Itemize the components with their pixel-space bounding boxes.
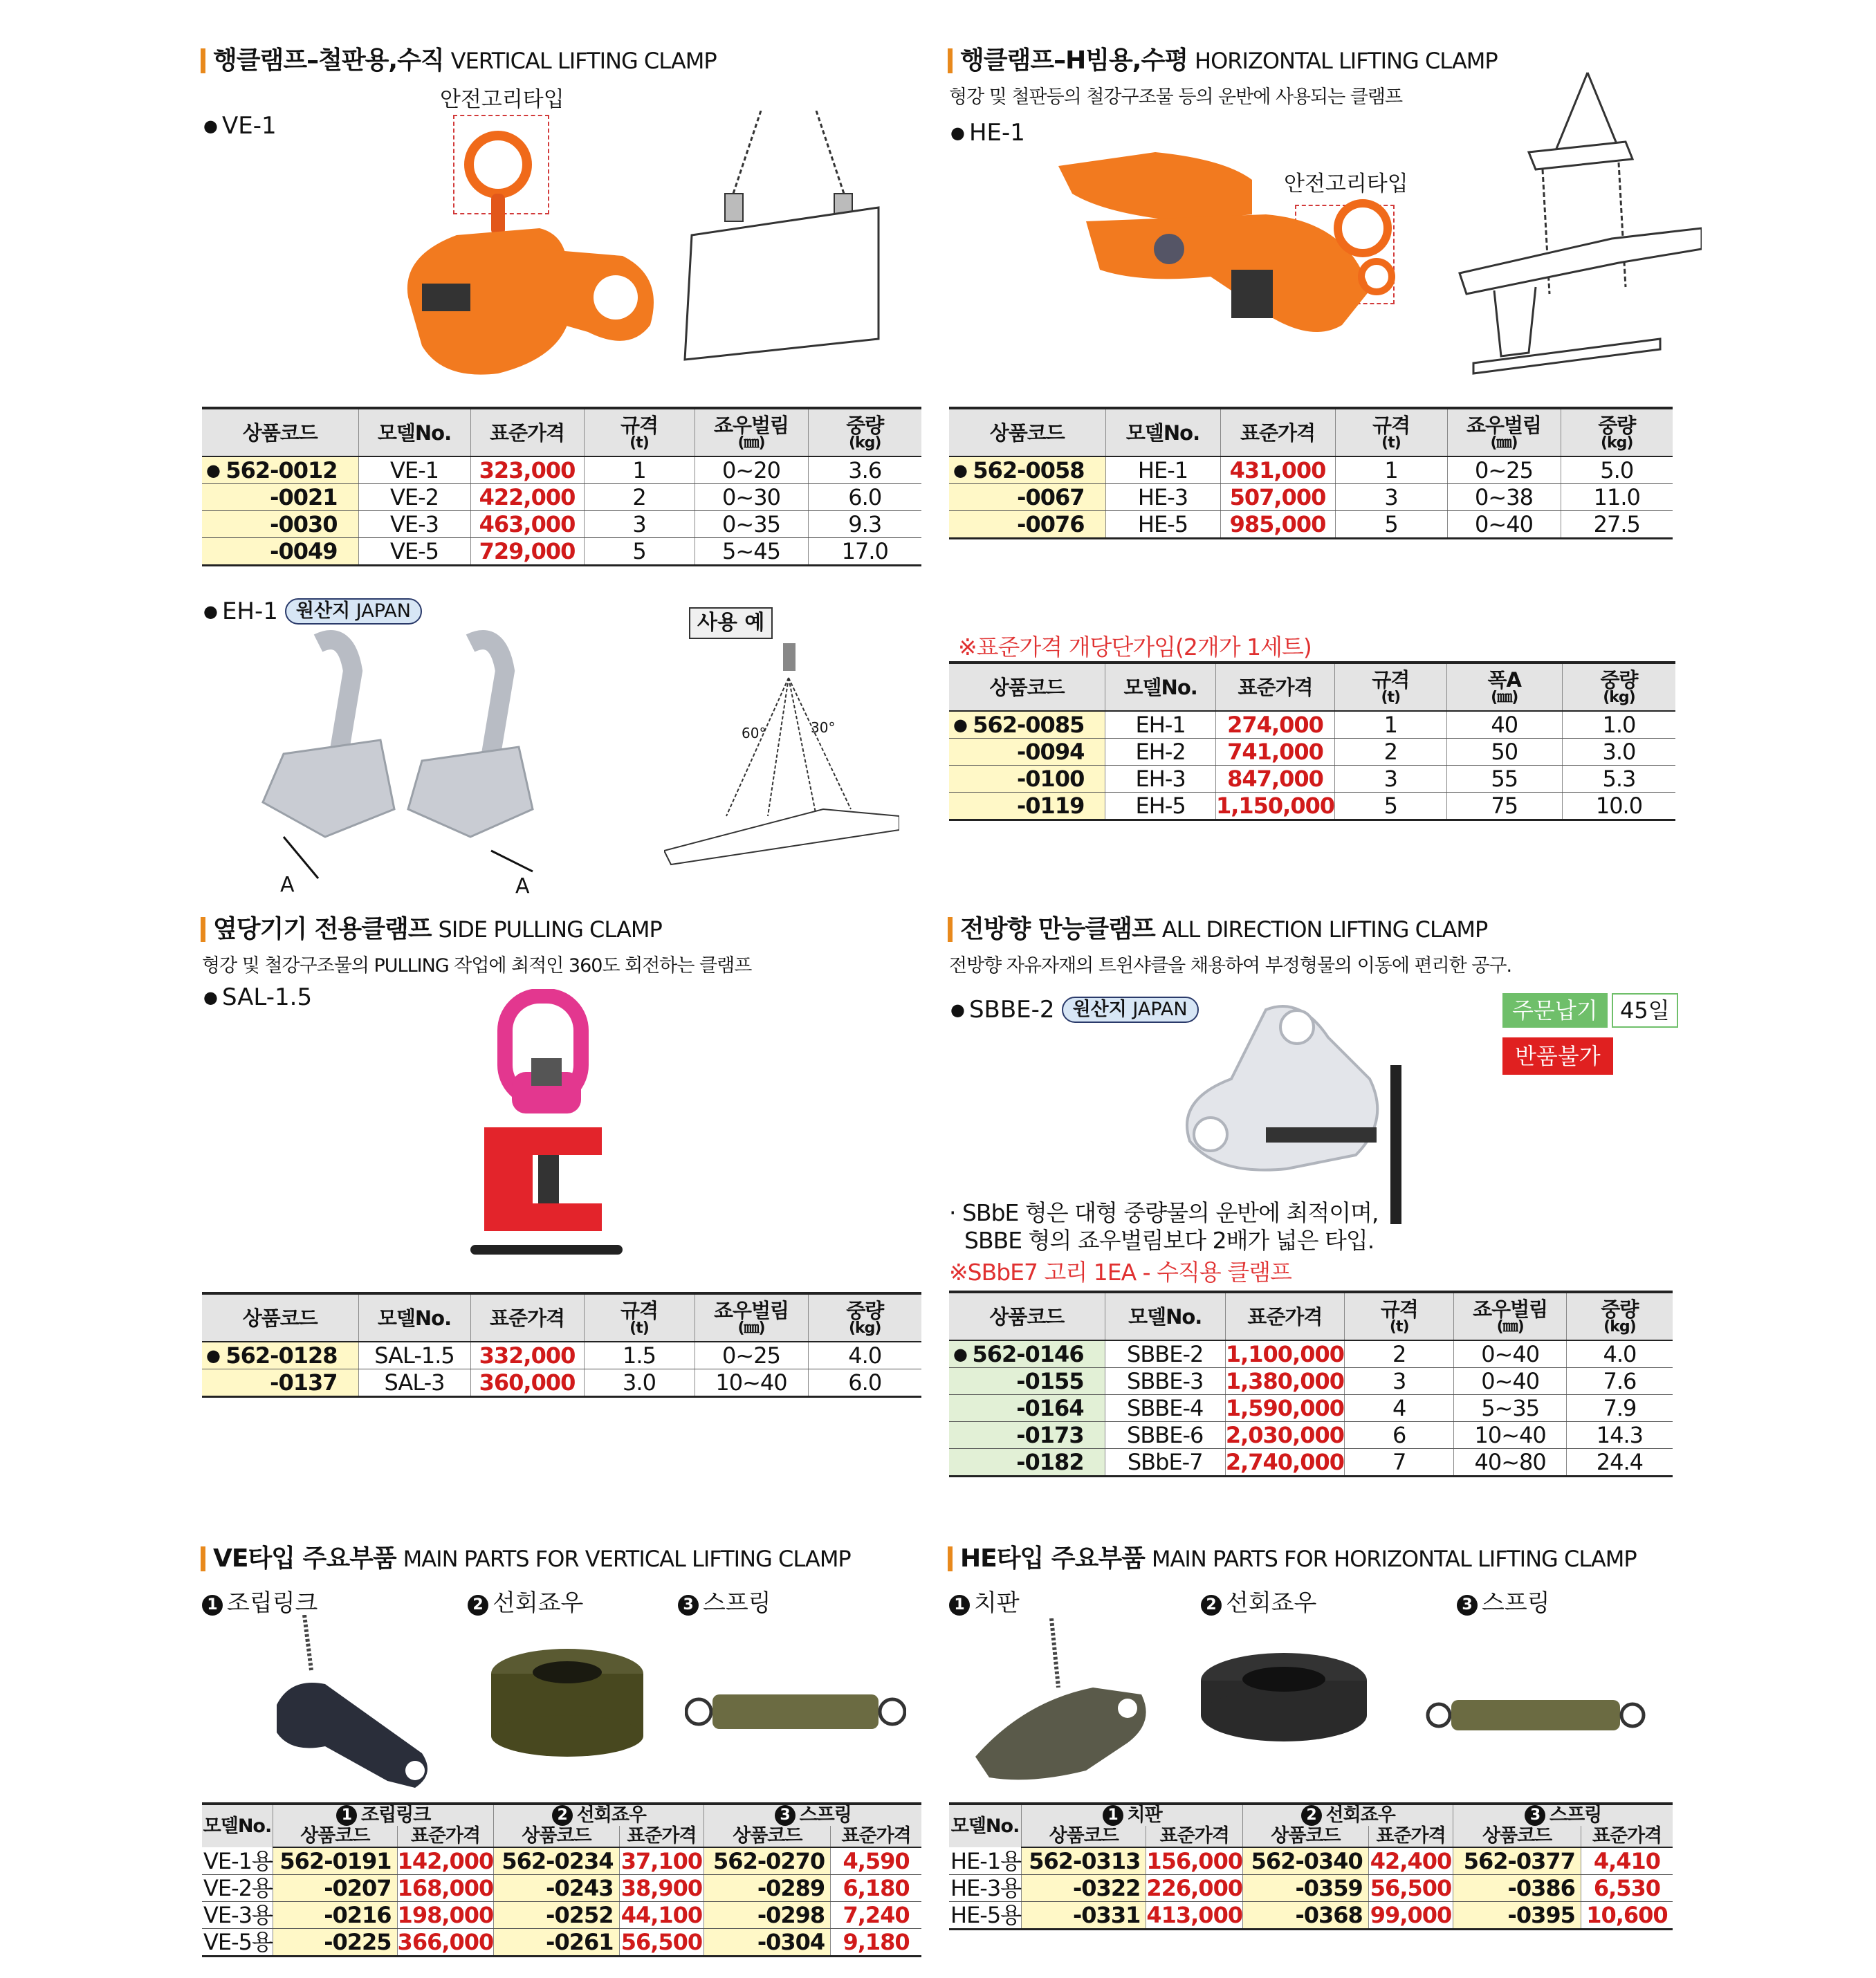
sal-section-title: 옆당기기 전용클램프 SIDE PULLING CLAMP [201,914,662,945]
eh-price-note: ※표준가격 개당단가임(2개가 1세트) [958,634,1312,660]
sal-model-label: ● SAL-1.5 [203,983,312,1011]
col-spec: 규격 (t) [1335,663,1446,711]
col-price: 표준가격 [1225,1292,1344,1340]
ve-part-link-image [249,1615,443,1795]
col-weight: 중량 (kg) [808,1293,921,1342]
table-row: -0076 HE-5 985,000 5 0~40 27.5 [949,511,1673,539]
sbbe-desc: 전방향 자유자재의 트윈샤클을 채용하여 부정형물의 이동에 편리한 공구. [949,955,1512,977]
table-row: HE-1용 562-0313 156,000 562-0340 42,400 562-0377 4,410 [949,1847,1673,1875]
ve-part-label-2: 2 선회죠우 [468,1584,583,1618]
he-parts-table: 모델No. 1 치판 2 선회죠우 3 스프링 상품코드 표준가격 상품코드 표준가격 상품코드 표준가격 HE-1용 562-0313 156,000 562-0340 42,400 562-0377 4,410 HE-3용 -0322 226,000 -0359 56,500 -0386 6,530 HE-5용 -0331 413,000 -0368 99,000 -0395 10,600 [949,1802,1673,1930]
col-part-2: 2 선회죠우 [1243,1804,1453,1826]
sbbe-bullet-1: · SBbE 형은 대형 중량물의 운반에 최적이며, [949,1199,1379,1226]
col-code: 상품코드 [202,1293,358,1342]
col-jaw: 죠우벌림 (㎜) [1454,1292,1566,1340]
col-weight: 중량 (kg) [808,408,921,456]
sbbe-origin-badge: 원산지 JAPAN [1062,997,1199,1023]
col-weight: 중량 (kg) [1566,1292,1673,1340]
he-part-jaw-image [1194,1646,1374,1750]
eh-angle-60: 60° [742,725,766,741]
col-price: 표준가격 [1220,408,1335,456]
table-row: HE-5용 -0331 413,000 -0368 99,000 -0395 10,600 [949,1902,1673,1930]
col-model: 모델No. [1105,408,1220,456]
ve-clamp-image [360,118,671,394]
table-row: ● 562-0146 SBBE-2 1,100,000 2 0~40 4.0 [949,1340,1673,1368]
col-model: 모델No. [1105,1292,1225,1340]
col-code: 상품코드 [202,408,358,456]
sbbe-model-label: ● SBBE-2 원산지 JAPAN [950,996,1199,1024]
ve-part-jaw-image [484,1646,650,1757]
eh-clamp-image [242,629,560,899]
col-spec: 규격 (t) [584,1293,695,1342]
he-part-spring-image [1425,1688,1646,1743]
col-model: 모델No. [949,1804,1022,1847]
table-row: -0155 SBBE-3 1,380,000 3 0~40 7.6 [949,1368,1673,1395]
col-part-1: 1 치판 [1022,1804,1243,1826]
table-row: HE-3용 -0322 226,000 -0359 56,500 -0386 6,530 [949,1875,1673,1902]
col-code: 상품코드 [949,1292,1105,1340]
ve-parts-title: VE타입 주요부품 MAIN PARTS FOR VERTICAL LIFTING CLAMP [201,1544,851,1574]
sbbe-note: ※SBbE7 고리 1EA - 수직용 클램프 [949,1259,1291,1286]
he-part-plate-image [968,1618,1162,1798]
sal-desc: 형강 및 철강구조물의 PULLING 작업에 최적인 360도 회전하는 클램프 [202,955,752,977]
col-spec: 규격 (t) [1335,408,1447,456]
col-code: 상품코드 [949,408,1105,456]
sbbe-clamp-image [1162,996,1425,1231]
eh-angle-30: 30° [811,719,836,736]
col-model: 모델No. [202,1804,273,1847]
col-weight: 중량 (kg) [1561,408,1673,456]
he-part-label-2: 2 선회죠우 [1201,1584,1316,1618]
col-code: 상품코드 [949,663,1105,711]
col-spec: 규격 (t) [584,408,695,456]
eh-dim-a-right: A [515,874,530,898]
col-price: 표준가격 [470,408,584,456]
table-row: -0067 HE-3 507,000 3 0~38 11.0 [949,484,1673,511]
ve-title-en: VERTICAL LIFTING CLAMP [450,48,717,74]
table-row: -0030 VE-3 463,000 3 0~35 9.3 [202,511,921,538]
col-jaw: 죠우벌림 (㎜) [695,1293,808,1342]
table-row: -0021 VE-2 422,000 2 0~30 6.0 [202,484,921,511]
sbbe-bullet-2: SBBE 형의 죠우벌림보다 2배가 넓은 타입. [964,1227,1374,1254]
col-width: 폭A (㎜) [1446,663,1562,711]
table-row: -0100 EH-3 847,000 3 55 5.3 [949,766,1675,793]
he-part-label-3: 3 스프링 [1457,1584,1550,1618]
sal-spec-table [202,1292,921,1398]
sbbe-section-title: 전방향 만능클램프 ALL DIRECTION LIFTING CLAMP [948,914,1487,945]
ve-usage-drawing [678,111,906,373]
he-part-label-1: 1 치판 [949,1584,1020,1618]
table-row: -0119 EH-5 1,150,000 5 75 10.0 [949,793,1675,820]
he-parts-title: HE타입 주요부품 MAIN PARTS FOR HORIZONTAL LIFTING CLAMP [948,1544,1637,1574]
col-part-1: 1 조립링크 [273,1804,493,1826]
eh-spec-table [949,661,1675,821]
ve-part-label-3: 3 스프링 [678,1584,771,1618]
table-row: VE-3용 -0216 198,000 -0252 44,100 -0298 7,240 [202,1902,921,1929]
col-price: 표준가격 [1215,663,1334,711]
order-lead-badge: 주문납기 [1502,993,1608,1028]
col-spec: 규격 (t) [1345,1292,1454,1340]
ve-parts-table: 모델No. 1 조립링크 2 선회죠우 3 스프링 상품코드 표준가격 상품코드 표준가격 상품코드 표준가격 VE-1용 562-0191 142,000 562-0234 37,100 562-0270 4,590 VE-2용 -0207 168,000 -0243 38,900 -0289 6,180 VE-3용 -0216 198,000 -0252 44,100 -0298 7,240 VE-5용 -0225 366,000 -0261 56,500 -0304 9,180 [202,1802,921,1957]
eh-dim-a-left: A [280,873,295,897]
col-part-3: 3 스프링 [704,1804,921,1826]
ve-title-ko: 행클램프–철판용,수직 [213,46,444,75]
table-row: -0164 SBBE-4 1,590,000 4 5~35 7.9 [949,1395,1673,1422]
table-row: VE-5용 -0225 366,000 -0261 56,500 -0304 9,180 [202,1929,921,1957]
ve-part-label-1: 1 조립링크 [202,1584,318,1618]
he-clamp-image [1045,138,1404,353]
table-row: ● 562-0128 SAL-1.5 332,000 1.5 0~25 4.0 [202,1342,921,1369]
eh-usage-label: 사용 예 [689,607,773,639]
table-row: -0049 VE-5 729,000 5 5~45 17.0 [202,538,921,566]
he-usage-drawing [1453,66,1702,384]
table-row: VE-2용 -0207 168,000 -0243 38,900 -0289 6,180 [202,1875,921,1902]
table-row: ● 562-0085 EH-1 274,000 1 40 1.0 [949,711,1675,739]
col-model: 모델No. [1105,663,1216,711]
ve-section-title [201,46,717,76]
table-row: ● 562-0058 HE-1 431,000 1 0~25 5.0 [949,456,1673,484]
col-part-3: 3 스프링 [1453,1804,1673,1826]
col-jaw: 죠우벌림 (㎜) [1447,408,1561,456]
he-section-title [948,46,1498,76]
table-row: -0173 SBBE-6 2,030,000 6 10~40 14.3 [949,1422,1673,1449]
eh-usage-drawing [664,643,899,871]
col-jaw: 죠우벌림 (㎜) [695,408,808,456]
col-price: 표준가격 [470,1293,584,1342]
col-weight: 중량 (kg) [1562,663,1675,711]
ve-spec-table [202,407,921,566]
no-return-badge: 반품불가 [1502,1037,1613,1075]
eh-origin-badge: 원산지 JAPAN [285,598,422,625]
col-model: 모델No. [358,408,470,456]
he-model-label: ● HE-1 [950,119,1025,147]
sbbe-spec-table [949,1291,1673,1477]
order-days-badge: 45일 [1612,993,1678,1028]
eh-model-label: ● EH-1 원산지 JAPAN [203,598,422,625]
he-title-en: HORIZONTAL LIFTING CLAMP [1195,48,1498,74]
he-desc: 형강 및 철판등의 철강구조물 등의 운반에 사용되는 클램프 [949,86,1403,108]
sal-clamp-image [463,989,629,1266]
ve-part-spring-image [685,1681,906,1743]
he-callout: 안전고리타입 [1284,172,1408,196]
col-model: 모델No. [358,1293,470,1342]
table-row: -0137 SAL-3 360,000 3.0 10~40 6.0 [202,1369,921,1397]
table-row: -0094 EH-2 741,000 2 50 3.0 [949,739,1675,766]
ve-model-label: ● VE-1 [203,112,277,140]
table-row: -0182 SBbE-7 2,740,000 7 40~80 24.4 [949,1449,1673,1477]
ve-callout: 안전고리타입 [440,87,564,112]
table-row: ● 562-0012 VE-1 323,000 1 0~20 3.6 [202,456,921,484]
he-spec-table [949,407,1673,539]
table-row: VE-1용 562-0191 142,000 562-0234 37,100 562-0270 4,590 [202,1847,921,1875]
he-title-ko: 행클램프–H빔용,수평 [960,46,1188,75]
col-part-2: 2 선회죠우 [494,1804,704,1826]
